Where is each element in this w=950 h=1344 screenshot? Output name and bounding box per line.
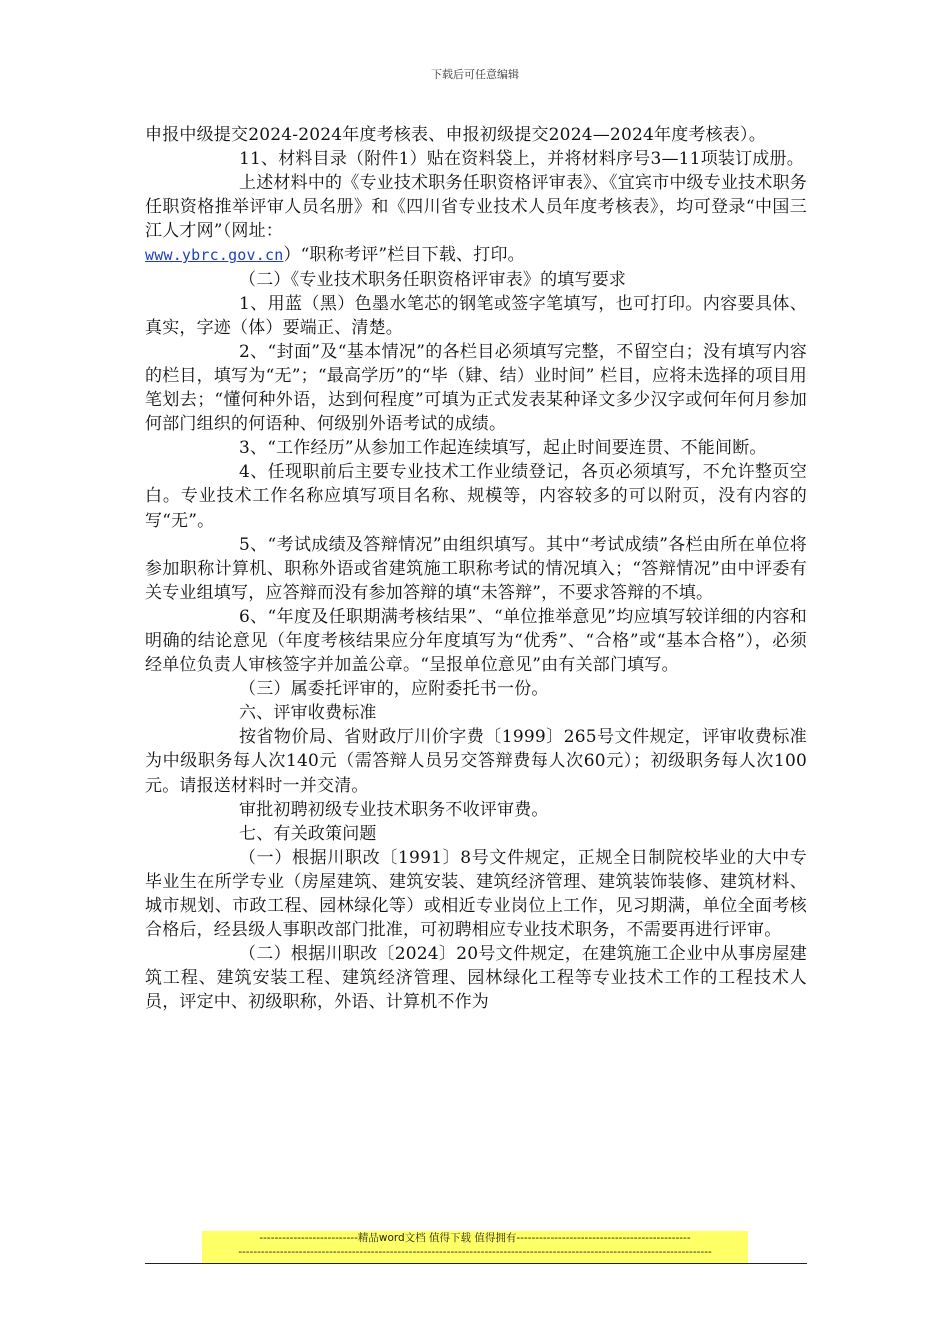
paragraph: 六、评审收费标准: [239, 703, 377, 724]
footer-banner-line-1: --------------------------精品word文档 值得下载 值得拥有----------------------------------------------: [259, 1232, 691, 1244]
paragraph: 按省物价局、省财政厅川价字费〔1999〕265号文件规定，评审收费标准为中级职务每人次140元（需答辩人员另交答辩费每人次60元）；初级职务每人次100元。请报送材料时一并交清。: [145, 727, 807, 796]
footer-banner: [202, 1231, 748, 1263]
paragraph: [145, 243, 807, 267]
website-link[interactable]: www.ybrc.gov.cn: [145, 246, 284, 265]
paragraph: 5、“考试成绩及答辩情况”由组织填写。其中“考试成绩”各栏由所在单位将参加职称计算机、职称外语或省建筑施工职称考试的情况填入；“答辩情况”由中评委有关专业组填写，应答辩而没有参加答辩的填“未答辩”，不要求答辩的不填。: [145, 534, 807, 603]
paragraph: （一）根据川职改〔1991〕8号文件规定，正规全日制院校毕业的大中专毕业生在所学专业（房屋建筑、建筑安装、建筑经济管理、建筑装饰装修、建筑材料、城市规划、市政工程、园林绿化等）或相近专业岗位上工作，见习期满，单位全面考核合格后，经县级人事职改部门批准，可初聘相应专业技术职务，不需要再进行评审。: [145, 847, 807, 941]
footer-banner-line-2: -----------------------------------------------------------------------------------------------------------------------------: [238, 1246, 712, 1258]
paragraph-text: ）“职称考评”栏目下载、打印。: [283, 245, 525, 266]
paragraph: 2、“封面”及“基本情况”的各栏目必须填写完整，不留空白；没有填写内容的栏目，填写为“无”；“最高学历”的“毕（肄、结）业时间” 栏目，应将未选择的项目用笔划去；“懂何种外语，达到何程度”可填为正式发表某种译文多少汉字或何年何月参加何部门组织的何语种、何级别外语考试的成绩。: [145, 341, 807, 435]
paragraph: 七、有关政策问题: [239, 823, 377, 844]
paragraph: 上述材料中的《专业技术职务任职资格评审表》、《宜宾市中级专业技术职务任职资格推举评审人员名册》和《四川省专业技术人员年度考核表》，均可登录“中国三江人才网”（网址：: [145, 173, 807, 242]
footer-rule: [145, 1263, 807, 1264]
page-header: 下载后可任意编辑: [431, 68, 519, 81]
paragraph: 申报中级提交2024-2024年度考核表、申报初级提交2024—2024年度考核表）。: [145, 125, 766, 145]
paragraph: 审批初聘初级专业技术职务不收评审费。: [239, 799, 549, 820]
paragraph: 11、材料目录（附件1）贴在资料袋上，并将材料序号3—11项装订成册。: [239, 149, 804, 170]
paragraph: 4、任现职前后主要专业技术工作业绩登记，各页必须填写，不允许整页空白。专业技术工作名称应填写项目名称、规模等，内容较多的可以附页，没有内容的写“无”。: [145, 462, 807, 531]
paragraph: （三）属委托评审的，应附委托书一份。: [239, 679, 549, 700]
paragraph: 6、“年度及任职期满考核结果”、“单位推举意见”均应填写较详细的内容和明确的结论意见（年度考核结果应分年度填写为“优秀”、“合格”或“基本合格”），必须经单位负责人审核签字并加盖公章。“呈报单位意见”由有关部门填写。: [145, 606, 807, 676]
paragraph: 1、用蓝（黑）色墨水笔芯的钢笔或签字笔填写，也可打印。内容要具体、真实，字迹（体）要端正、清楚。: [145, 293, 807, 338]
paragraph: 3、“工作经历”从参加工作起连续填写，起止时间要连贯、不能间断。: [239, 438, 767, 459]
document-body: [145, 123, 807, 1014]
paragraph: （二）根据川职改〔2024〕20号文件规定，在建筑施工企业中从事房屋建筑工程、建筑安装工程、建筑经济管理、园林绿化工程等专业技术工作的工程技术人员，评定中、初级职称，外语、计算机不作为: [145, 944, 807, 1013]
paragraph: （二）《专业技术职务任职资格评审表》的填写要求: [239, 269, 627, 290]
